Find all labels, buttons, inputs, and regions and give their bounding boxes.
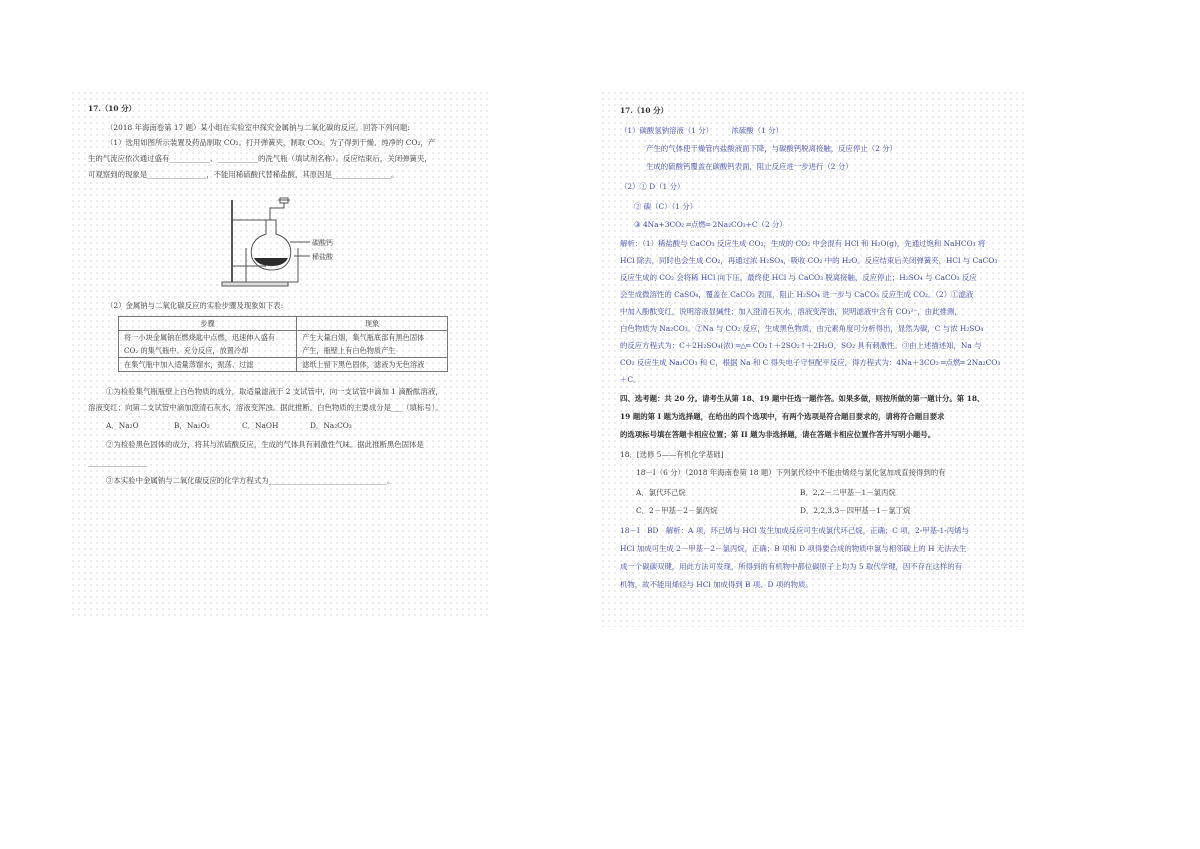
apparatus-drawing xyxy=(218,196,338,288)
table-cell: 滤纸上留下黑色固体，滤液为无色溶液 xyxy=(297,358,448,372)
answer-line: ③ 4Na+3CO₂ ═点燃═ 2Na₂CO₃+C（2 分） xyxy=(634,220,787,229)
explanation-line: 反应生成的 CO₂ 会将稀 HCl 向下压，最终使 HCl 与 CaCO₃ 脱离接触，反应停止；H₂SO₄ 与 CaCO₃ 反应 xyxy=(620,273,977,282)
subq3: ③本实验中金属钠与二氧化碳反应的化学方程式为________________________________。 xyxy=(106,476,395,485)
label-dilute-hcl: 稀盐酸 xyxy=(312,253,333,261)
section4-line: 四、选考题：共 20 分。请考生从第 18、19 题中任选一题作答。如果多做，则按所做的第一题计分。第 18、 xyxy=(620,394,985,403)
answer-18-line: 成一个碳碳双键，用此方法可发现，所得到的有机物中都位碳原子上均为 5 取代学键，因不存在这样的有 xyxy=(620,562,962,571)
section4-line: 的选项标号填在答题卡相应位置；第 II 题为非选择题，请在答题卡相应位置作答并写明小题号。 xyxy=(620,430,936,439)
answer-line: 生成的硫酸钙覆盖在碳酸钙表面，阻止反应进一步进行（2 分） xyxy=(646,162,853,171)
option-b: B．2,2－二甲基－1－氯丙烷 xyxy=(800,488,896,497)
table-row xyxy=(119,331,448,345)
answer-18-line: HCl 加成可生成 2－甲基－2－氯丙烷，正确；B 项和 D 项得要合成的物质中氯与相邻碳上的 H 无法去生 xyxy=(620,544,967,553)
subq1-line1: ①为检验集气瓶瓶壁上白色物质的成分，取适量滤液于 2 支试管中，向一支试管中滴加 1 滴酚酞溶液， xyxy=(106,387,443,396)
column-header-step: 步骤 xyxy=(119,317,297,331)
option-c: C．2－甲基－2－氯丙烷 xyxy=(636,506,718,515)
explanation-line: HCl 除去，同时也会生成 CO₂，再通过浓 H₂SO₄，吸收 CO₂ 中的 H₂O。反应结束后关闭弹簧夹，HCl 与 CaCO₃ xyxy=(620,256,998,265)
label-calcium-carbonate: 碳酸钙 xyxy=(312,239,333,247)
option-b: B．Na₂O₂ xyxy=(174,421,210,430)
table-cell: 产生，瓶壁上有白色物质产生 xyxy=(297,344,448,358)
question-17-header: 17.（10 分） xyxy=(88,104,136,113)
section4-line: 19 题的第 I 题为选择题，在给出的四个选项中，有两个选项是符合题目要求的，请将符合题目要求 xyxy=(620,412,945,421)
table-cell: 产生大量白烟，集气瓶底部有黑色固体 xyxy=(297,331,448,345)
table-cell: CO₂ 的集气瓶中。充分反应，放置冷却 xyxy=(119,344,297,358)
subq2-line1: ②为检验黑色固体的成分，将其与浓硫酸反应，生成的气体具有刺激性气味。据此推断黑色固体是 xyxy=(106,440,424,449)
answer-line: （2）① D（1 分） xyxy=(620,182,685,191)
explanation-line: ＋C。 xyxy=(620,375,641,384)
answer-17-header: 17.（10 分） xyxy=(620,106,668,115)
explanation-line: 中加入酚酞变红，说明溶液显碱性；加入澄清石灰水，溶液变浑浊，说明滤液中含有 CO₃²⁻，由此推测， xyxy=(620,307,962,316)
table-row xyxy=(119,344,448,358)
explanation-line: 的反应方程式为：C＋2H₂SO₄(浓) ═△═ CO₂↑＋2SO₂↑＋2H₂O，SO₂ 具有刺激性。③由上述描述知，Na 与 xyxy=(620,341,982,350)
explanation-line: 解析：（1）稀盐酸与 CaCO₃ 反应生成 CO₂，生成的 CO₂ 中会混有 HCl 和 H₂O(g)，先通过饱和 NaHCO₃ 将 xyxy=(620,239,986,248)
right-page xyxy=(600,90,1025,627)
question-intro: （2018 年海南卷第 17 题）某小组在实验室中探究金属钠与二氧化碳的反应。回答下列问题: xyxy=(106,123,410,132)
part1-line2: 生的气流应依次通过盛有___________、___________的洗气瓶（填试剂名称）。反应结束后，关闭弹簧夹， xyxy=(88,154,432,163)
answer-18-line: 18－Ⅰ BD 解析：A 项，环己烯与 HCl 发生加成反应可生成氯代环己烷，正确；C 项，2-甲基-1-丙烯与 xyxy=(620,526,969,535)
explanation-line: 白色物质为 Na₂CO₃。②Na 与 CO₂ 反应，生成黑色物质，由元素角度可分析得出，显然为碳，C 与浓 H₂SO₄ xyxy=(620,324,984,333)
answer-line: 产生的气体使干燥管内盐酸液面下降，与碳酸钙脱离接触，反应停止（2 分） xyxy=(646,144,897,153)
option-a: A．氯代环己烷 xyxy=(636,488,686,497)
table-cell: 在集气瓶中加入适量蒸馏水，振荡、过滤 xyxy=(119,358,297,372)
answer-line: （1）碳酸氢钠溶液（1 分） 浓硫酸（1 分） xyxy=(620,126,783,135)
option-c: C．NaOH xyxy=(242,421,279,430)
experiment-table xyxy=(118,316,448,372)
option-d: D．Na₂CO₃ xyxy=(310,421,352,430)
column-header-phenomenon: 现象 xyxy=(297,317,448,331)
subq1-line2: 溶液变红；向第二支试管中滴加澄清石灰水，溶液变浑浊。据此推断，白色物质的主要成分是___（填标号）。 xyxy=(88,403,443,412)
answer-line: ② 碳（C）（1 分） xyxy=(634,202,698,211)
gas-generator-apparatus xyxy=(218,196,338,288)
part1-line3: 可观察到的现象是________________，不能用稀硫酸代替稀盐酸，其原因是________________。 xyxy=(88,170,399,179)
part2-intro: （2）金属钠与二氧化碳反应的实验步骤及现象如下表: xyxy=(106,301,284,310)
table-header-row xyxy=(119,317,448,331)
explanation-line: 会生成微溶性的 CaSO₄，覆盖在 CaCO₃ 表面，阻止 H₂SO₄ 进一步与 CaCO₃ 反应生成 CO₂。（2）①滤液 xyxy=(620,290,974,299)
question-18-1: 18－Ⅰ（6 分）（2018 年海南卷第 18 题）下列氯代烃中不能由烯烃与氯化氢加成直接得到的有 xyxy=(636,468,946,477)
subq2-line2: ________________ xyxy=(88,458,148,467)
table-row xyxy=(119,358,448,372)
part1-line1: （1）选用如图所示装置及药品制取 CO₂。打开弹簧夹，制取 CO₂。为了得到干燥、纯净的 CO₂，产 xyxy=(106,138,436,147)
option-a: A．Na₂O xyxy=(106,421,139,430)
question-18-header: 18．[选修 5——有机化学基础] xyxy=(620,450,724,459)
left-page xyxy=(70,90,490,619)
explanation-line: CO₂ 反应生成 Na₂CO₃ 和 C，根据 Na 和 C 得失电子守恒配平反应，得方程式为：4Na＋3CO₂ ═点燃═ 2Na₂CO₃ xyxy=(620,358,1001,367)
option-d: D．2,2,3,3－四甲基－1－氯丁烷 xyxy=(800,506,911,515)
table-cell: 将一小块金属钠在燃烧匙中点燃，迅速伸入盛有 xyxy=(119,331,297,345)
answer-18-line: 机物，故不能用烯烃与 HCl 加成得到 B 项、D 项的物质。 xyxy=(620,580,813,589)
